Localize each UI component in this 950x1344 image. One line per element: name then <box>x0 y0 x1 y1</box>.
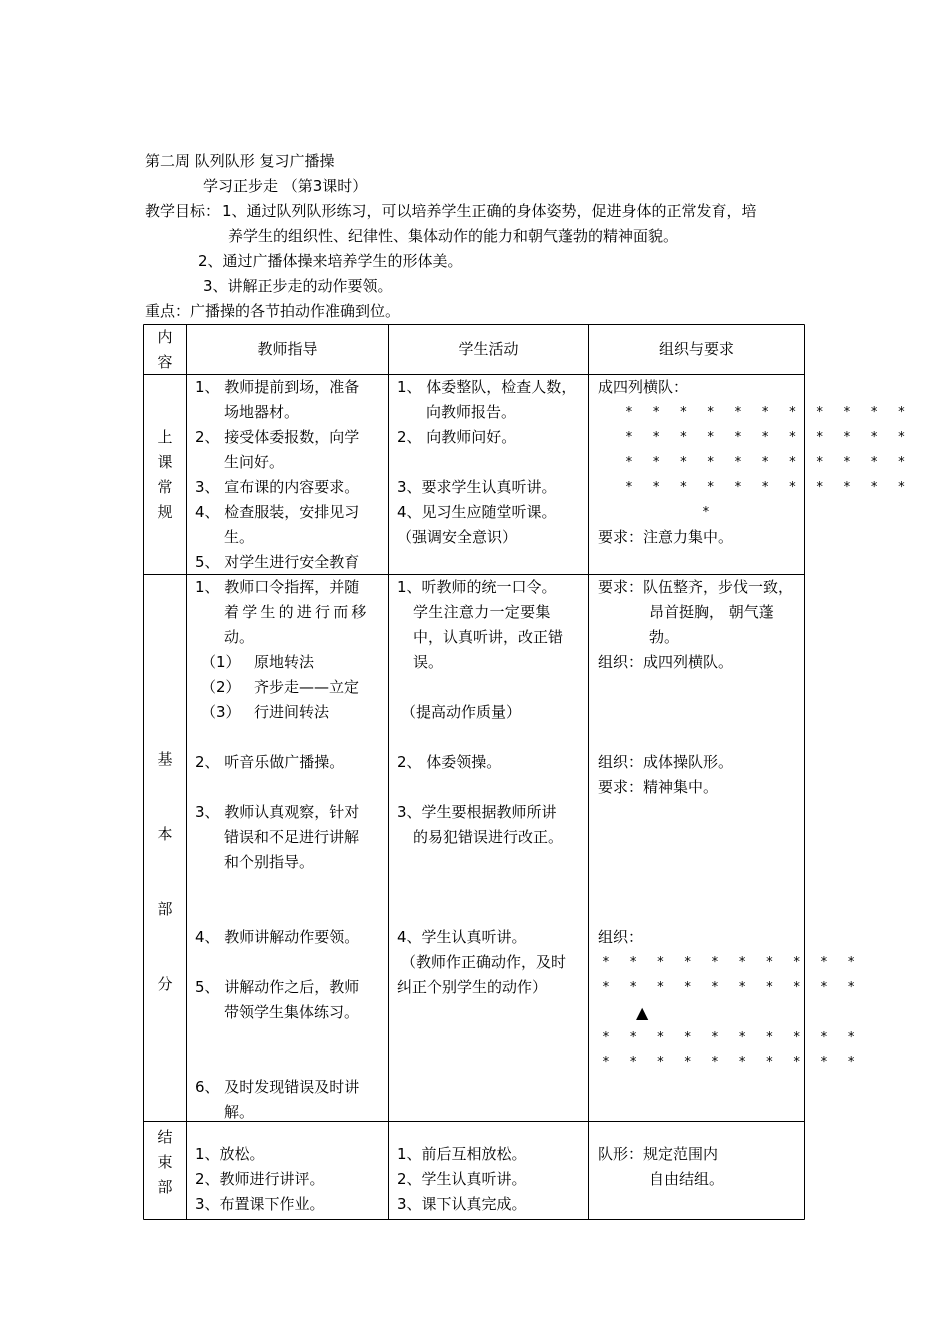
teacher-position-triangle-icon: ▲ <box>636 1003 649 1022</box>
r1-teacher-line: 场地器材。 <box>224 403 300 421</box>
r1-org-line: 要求：注意力集中。 <box>598 528 734 546</box>
formation-star-row: * * * * * * * * * * * <box>625 480 912 495</box>
r1-teacher-line: 5、 对学生进行安全教育 <box>195 553 360 571</box>
r1-student-line: 3、要求学生认真听讲。 <box>397 478 557 496</box>
r2-teacher-line: 1、 教师口令指挥，并随 <box>195 578 360 596</box>
header-org: 组织与要求 <box>658 340 734 358</box>
r2-teacher-line: 4、 教师讲解动作要领。 <box>195 928 360 946</box>
r2-student-line: 4、学生认真听讲。 <box>397 928 527 946</box>
r2-teacher-line: 原地转法 <box>254 653 315 671</box>
r3-student-line: 2、学生认真听讲。 <box>397 1170 527 1188</box>
formation-teacher-star: * <box>702 505 716 520</box>
r2-org-line: 组织：成四列横队。 <box>598 653 734 671</box>
objective-2: 2、通过广播体操来培养学生的形体美。 <box>198 252 463 270</box>
section-end-line: 结 <box>157 1128 173 1146</box>
lesson-title: 第二周 队列队形 复习广播操 <box>145 152 335 170</box>
r3-org-line: 队形：规定范围内 <box>598 1145 719 1163</box>
section-class-routine: 上课常规 <box>157 428 173 521</box>
section-main-line: 部 <box>157 900 173 918</box>
r2-teacher-line: 齐步走——立定 <box>254 678 360 696</box>
r2-org-line: 组织：成体操队形。 <box>598 753 734 771</box>
key-point: 重点：广播操的各节拍动作准确到位。 <box>145 302 401 320</box>
r1-org-line: 成四列横队： <box>598 378 689 396</box>
objective-1-line-2: 养学生的组织性、纪律性、集体动作的能力和朝气蓬勃的精神面貌。 <box>228 227 679 245</box>
r2-teacher-line: 解。 <box>224 1103 255 1121</box>
r1-teacher-line: 生问好。 <box>224 453 285 471</box>
r3-teacher-line: 1、放松。 <box>195 1145 265 1163</box>
formation-star-row: * * * * * * * * * * <box>602 955 861 970</box>
formation-star-row: * * * * * * * * * * * <box>625 455 912 470</box>
section-end-line: 束 <box>157 1153 173 1171</box>
section-main-line: 本 <box>157 825 173 843</box>
r1-student-line: 1、 体委整队，检查人数， <box>397 378 577 396</box>
formation-star-row: * * * * * * * * * * <box>602 1055 861 1070</box>
r2-student-line: 3、学生要根据教师所讲 <box>397 803 557 821</box>
r3-teacher-line: 3、布置课下作业。 <box>195 1195 325 1213</box>
objective-1-line-1: 1、通过队列队形练习，可以培养学生正确的身体姿势，促进身体的正常发育，培 <box>222 202 757 220</box>
r2-org-line: 昂首挺胸， 朝气蓬 <box>649 603 774 621</box>
r2-teacher-line: 和个别指导。 <box>224 853 315 871</box>
objective-3: 3、讲解正步走的动作要领。 <box>203 277 393 295</box>
r2-student-line: 学生注意力一定要集 <box>413 603 551 621</box>
lesson-subtitle: 学习正步走 （第3课时） <box>203 177 368 195</box>
formation-star-row: * * * * * * * * * * <box>602 980 861 995</box>
header-content-line-1: 内 <box>157 328 173 346</box>
header-content <box>144 325 186 375</box>
r2-teacher-line: （1） <box>201 653 241 671</box>
r2-teacher-line: （2） <box>201 678 241 696</box>
r2-teacher-line: 3、 教师认真观察，针对 <box>195 803 360 821</box>
r2-student-line: 中，认真听讲，改正错 <box>413 628 564 646</box>
r2-teacher-line: 6、 及时发现错误及时讲 <box>195 1078 360 1096</box>
r2-teacher-line: 动。 <box>224 628 255 646</box>
r2-teacher-line: （3） <box>201 703 241 721</box>
formation-star-row: * * * * * * * * * * <box>602 1030 861 1045</box>
r1-teacher-line: 生。 <box>224 528 255 546</box>
r3-teacher-line: 2、教师进行讲评。 <box>195 1170 325 1188</box>
header-student: 学生活动 <box>458 340 519 358</box>
r1-teacher-line: 3、 宣布课的内容要求。 <box>195 478 360 496</box>
r2-student-line: 2、 体委领操。 <box>397 753 502 771</box>
r2-student-line: 误。 <box>413 653 444 671</box>
r2-student-line: 纠正个别学生的动作） <box>397 978 548 996</box>
r2-teacher-line: 带领学生集体练习。 <box>224 1003 360 1021</box>
formation-star-row: * * * * * * * * * * * <box>625 405 912 420</box>
section-main-line: 基 <box>157 750 173 768</box>
r1-teacher-line: 1、 教师提前到场，准备 <box>195 378 360 396</box>
r2-student-line: （提高动作质量） <box>401 703 522 721</box>
r2-teacher-line: 着学生的进行而移 <box>224 603 370 621</box>
r1-student-line: 2、 向教师问好。 <box>397 428 517 446</box>
r2-teacher-line: 行进间转法 <box>254 703 330 721</box>
r2-student-line: 1、听教师的统一口令。 <box>397 578 557 596</box>
r1-teacher-line: 4、 检查服装，安排见习 <box>195 503 360 521</box>
section-end-line: 部 <box>157 1178 173 1196</box>
r2-org-line: 组织： <box>598 928 644 946</box>
section-main-line: 分 <box>157 975 173 993</box>
r2-teacher-line: 5、 讲解动作之后，教师 <box>195 978 360 996</box>
r1-student-line: 向教师报告。 <box>426 403 517 421</box>
r2-student-line: 的易犯错误进行改正。 <box>413 828 564 846</box>
r2-org-line: 勃。 <box>649 628 680 646</box>
r1-student-line: （强调安全意识） <box>397 528 518 546</box>
r3-student-line: 3、课下认真完成。 <box>397 1195 527 1213</box>
r3-org-line: 自由结组。 <box>649 1170 725 1188</box>
header-teacher: 教师指导 <box>257 340 318 358</box>
r2-org-line: 要求：精神集中。 <box>598 778 719 796</box>
r2-teacher-line: 错误和不足进行讲解 <box>224 828 360 846</box>
r2-student-line: （教师作正确动作，及时 <box>401 953 567 971</box>
r2-org-line: 要求：队伍整齐，步伐一致， <box>598 578 794 596</box>
r2-teacher-line: 2、 听音乐做广播操。 <box>195 753 345 771</box>
r3-student-line: 1、前后互相放松。 <box>397 1145 527 1163</box>
r1-student-line: 4、见习生应随堂听课。 <box>397 503 557 521</box>
objectives-label: 教学目标： <box>145 202 221 220</box>
formation-star-row: * * * * * * * * * * * <box>625 430 912 445</box>
header-content-line-2: 容 <box>157 353 173 371</box>
r1-teacher-line: 2、 接受体委报数，向学 <box>195 428 360 446</box>
